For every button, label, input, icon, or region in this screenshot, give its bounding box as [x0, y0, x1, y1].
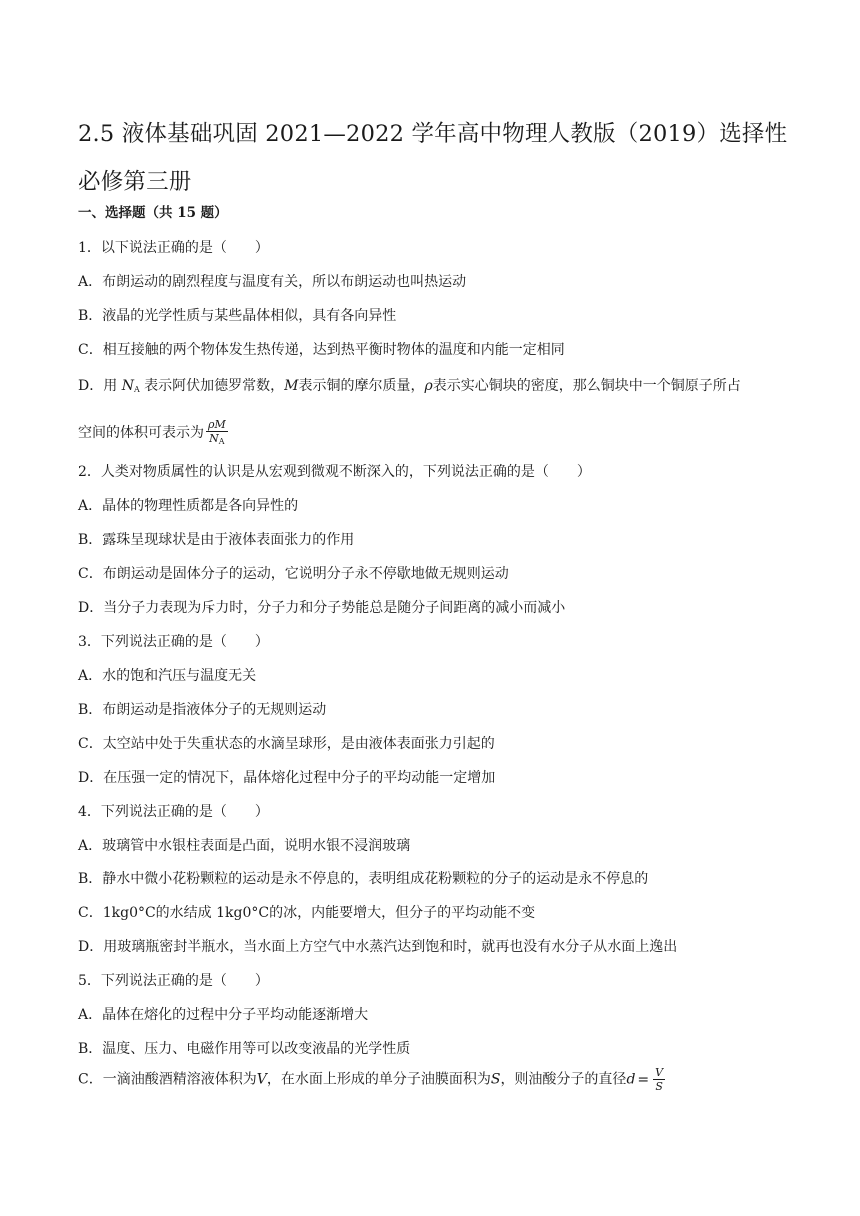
question-4-option-d: D．用玻璃瓶密封半瓶水，当水面上方空气中水蒸汽达到饱和时，就再也没有水分子从水面上逸出	[78, 939, 678, 955]
equals-sign: =	[637, 1071, 650, 1088]
avogadro-subscript: A	[133, 385, 140, 394]
question-4-option-b: B．静水中微小花粉颗粒的运动是永不停息的，表明组成花粉颗粒的分子的运动是永不停息的	[78, 871, 649, 887]
option-c-prefix: C．一滴油酸酒精溶液体积为	[78, 1071, 257, 1088]
question-2-option-c: C．布朗运动是固体分子的运动，它说明分子永不停歇地做无规则运动	[78, 566, 509, 582]
diameter-fraction-numerator: V	[655, 1066, 664, 1079]
question-5-stem: 5．下列说法正确的是（ ）	[78, 973, 269, 989]
question-5-option-b: B．温度、压力、电磁作用等可以改变液晶的光学性质	[78, 1041, 411, 1057]
option-d-text-2: 表示铜的摩尔质量，	[298, 378, 425, 394]
question-5-option-c	[78, 1066, 667, 1093]
question-4-stem: 4．下列说法正确的是（ ）	[78, 804, 269, 820]
question-1-option-c: C．相互接触的两个物体发生热传递，达到热平衡时物体的温度和内能一定相同	[78, 342, 565, 358]
question-1-stem: 1．以下说法正确的是（ ）	[78, 240, 269, 256]
question-5-option-a: A．晶体在熔化的过程中分子平均动能逐渐增大	[78, 1007, 369, 1023]
avogadro-symbol	[122, 378, 140, 394]
fraction-numerator: ρM	[208, 418, 226, 431]
density-symbol: ρ	[424, 378, 433, 394]
question-2-option-b: B．露珠呈现球状是由于液体表面张力的作用	[78, 532, 355, 548]
avogadro-letter: N	[121, 378, 134, 394]
question-1-option-d-line-2	[78, 418, 230, 448]
question-3-stem: 3．下列说法正确的是（ ）	[78, 634, 269, 650]
volume-fraction	[206, 418, 228, 448]
volume-symbol: V	[256, 1071, 267, 1088]
document-title: 2.5 液体基础巩固 2021—2022 学年高中物理人教版（2019）选择性必修第三册	[78, 121, 788, 195]
question-3-option-a: A．水的饱和汽压与温度无关	[78, 668, 257, 684]
diameter-symbol: d	[626, 1071, 636, 1088]
question-2-stem: 2．人类对物质属性的认识是从宏观到微观不断深入的，下列说法正确的是（ ）	[78, 464, 591, 480]
question-2-option-a: A．晶体的物理性质都是各向异性的	[78, 498, 299, 514]
question-4-option-c: C．1kg0°C的水结成 1kg0°C的冰，内能要增大，但分子的平均动能不变	[78, 905, 536, 921]
fraction-denominator-letter: N	[209, 432, 219, 445]
question-1-option-d	[78, 375, 741, 395]
option-d-text: 表示阿伏加德罗常数，	[144, 378, 285, 394]
question-2-option-d: D．当分子力表现为斥力时，分子力和分子势能总是随分子间距离的减小而减小	[78, 600, 566, 616]
option-d-line2-text: 空间的体积可表示为	[78, 425, 204, 441]
diameter-fraction-denominator: S	[655, 1080, 663, 1093]
area-symbol: S	[490, 1071, 501, 1088]
option-c-mid: ，在水面上形成的单分子油膜面积为	[266, 1071, 491, 1088]
fraction-denominator	[206, 432, 228, 448]
question-1-option-b: B．液晶的光学性质与某些晶体相似，具有各向异性	[78, 308, 397, 324]
question-4-option-a: A．玻璃管中水银柱表面是凸面，说明水银不浸润玻璃	[78, 838, 411, 854]
question-1-option-a: A．布朗运动的剧烈程度与温度有关，所以布朗运动也叫热运动	[78, 274, 467, 290]
molar-mass-symbol: M	[284, 378, 299, 394]
question-3-option-b: B．布朗运动是指液体分子的无规则运动	[78, 702, 327, 718]
option-c-tail: ，则油酸分子的直径	[500, 1071, 627, 1088]
option-d-text-3: 表示实心铜块的密度，那么铜块中一个铜原子所占	[432, 378, 741, 394]
question-3-option-d: D．在压强一定的情况下，晶体熔化过程中分子的平均动能一定增加	[78, 770, 496, 786]
section-heading: 一、选择题（共 15 题）	[78, 205, 228, 221]
option-d-prefix: D．用	[78, 378, 118, 394]
fraction-denominator-subscript: A	[218, 437, 225, 446]
question-3-option-c: C．太空站中处于失重状态的水滴呈球形，是由液体表面张力引起的	[78, 736, 495, 752]
diameter-fraction	[653, 1066, 665, 1093]
